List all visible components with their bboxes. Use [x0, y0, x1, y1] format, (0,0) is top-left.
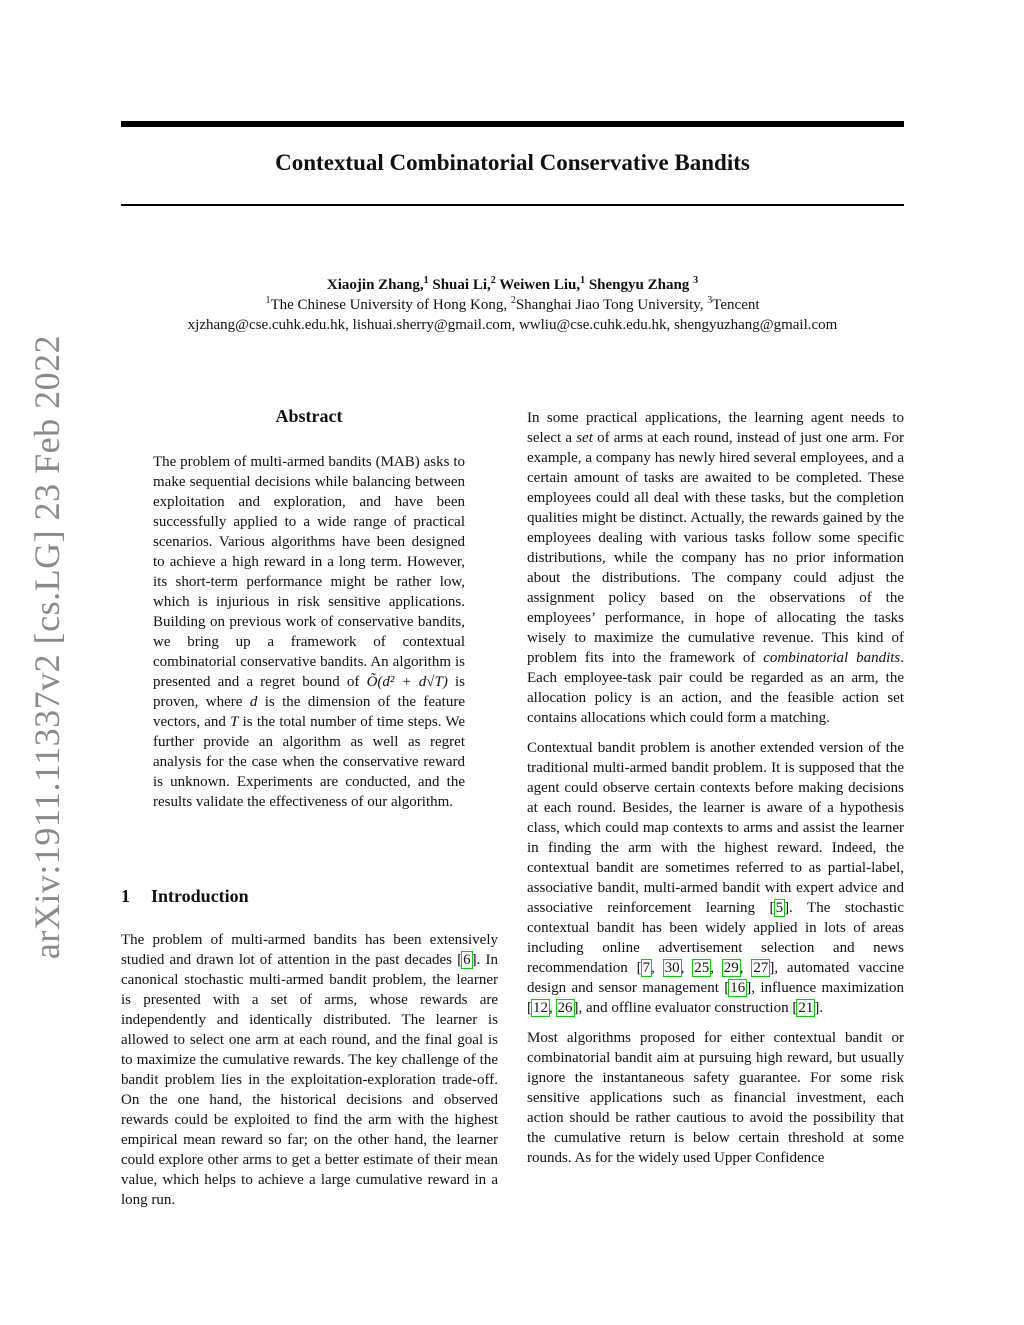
section-heading-introduction: 1 Introduction	[121, 886, 249, 906]
title-bottom-rule	[121, 204, 904, 206]
affiliations: $^1$The Chinese University of Hong Kong, $^2$Shanghai Jiao Tong University, $^3$Tencent	[265, 295, 760, 313]
citation-link[interactable]: 7	[642, 960, 651, 976]
affiliation-1: The Chinese University of Hong Kong,	[270, 297, 508, 313]
author-block	[121, 275, 904, 335]
paragraph-contextual: Contextual bandit problem is another extended version of the traditional multi-armed bandit problem. It is supposed that the agent could observe certain contexts before making decisions at each round. Besides, the learner is aware of a hypothesis class, which could map contexts to arms and assist the learner in finding the arm with the highest reward. Indeed, the contextual bandit are sometimes referred to as partial-label, associative bandit, multi-armed bandit with expert advice and associative reinforcement learning [5]. The stochastic contextual bandit has been widely applied in lots of areas including online advertisement selection and news recommendation [7, 30, 25, 29, 27], automated vaccine design and sensor management [16], influence maximization [12, 26], and offline evaluator construction [21].	[527, 740, 905, 1016]
arxiv-stamp	[16, 334, 78, 960]
citation-link[interactable]: 27	[753, 960, 769, 976]
citation-link[interactable]: 6	[463, 952, 471, 968]
citation-link[interactable]: 21	[798, 1000, 814, 1016]
paragraph-safety: Most algorithms proposed for either contextual bandit or combinatorial bandit aim at pursuing high reward, but usually ignore the instantaneous safety guarantee. For some risk sensitive applications such as financial investment, each action should be rather cautious to avoid the possibility that the cumulative return is below certain threshold at some rounds. As for the widely used Upper Confidence	[527, 1030, 904, 1166]
affiliation-3: Tencent	[712, 297, 760, 313]
abstract-heading: Abstract	[275, 406, 343, 426]
citation-link[interactable]: 5	[775, 900, 784, 916]
abstract-text: The problem of multi-armed bandits (MAB) asks to make sequential decisions while balancing between exploitation and exploration, and have been successfully applied to a wide range of practical scenarios. Various algorithms have been designed to achieve a high reward in a long term. However, its short-term performance might be rather low, which is injurious in risk sensitive applications. Building on previous work of conservative bandits, we bring up a framework of contextual combinatorial conservative bandits. An algorithm is presented and a regret bound of Õ(d² + d√T) is proven, where d is the dimension of the feature vectors, and T is the total number of time steps. We further provide an algorithm as well as regret analysis for the case when the conservative reward is unknown. Experiments are conducted, and the results validate the effectiveness of our algorithm.	[153, 454, 466, 810]
citation-link[interactable]: 29	[723, 960, 739, 976]
author-emails: xjzhang@cse.cuhk.edu.hk, lishuai.sherry@gmail.com, wwliu@cse.cuhk.edu.hk, shengyuzhang@gmail.com	[187, 317, 838, 333]
author-1: Xiaojin Zhang,	[326, 277, 424, 293]
paper-title: Contextual Combinatorial Conservative Bandits	[275, 150, 750, 175]
affiliation-2: Shanghai Jiao Tong University,	[515, 297, 704, 313]
paragraph-combinatorial: In some practical applications, the learning agent needs to select a set of arms at each round, instead of just one arm. For example, a company has newly hired several employees, and a certain amount of tasks are awaited to be completed. These employees could all deal with these tasks, but the completion qualities might be distinct. Actually, the rewards gained by the employees dealing with various tasks follow some specific distributions, while the company has no prior information about the distributions. The company could adjust the assignment policy based on the observations of the employees’ performance, in hope of allocating the tasks wisely to maximize the cumulative revenue. This kind of problem fits into the framework of combinatorial bandits. Each employee-task pair could be regarded as an arm, the allocation policy is an action, and the feasible action set contains allocations which could form a matching.	[527, 410, 904, 726]
author-4: Shengyu Zhang	[588, 277, 690, 293]
citation-link[interactable]: 12	[533, 1000, 548, 1016]
citation-link[interactable]: 25	[694, 960, 710, 976]
citation-link[interactable]: 16	[730, 980, 746, 996]
citation-link[interactable]: 30	[664, 960, 680, 976]
author-3: Weiwen Liu,	[499, 277, 581, 293]
arxiv-id: arXiv:1911.11337v2 [cs.LG] 23 Feb 2022	[27, 334, 67, 960]
title-top-rule	[121, 121, 904, 127]
introduction-paragraph-1: The problem of multi-armed bandits has been extensively studied and drawn lot of attention in the past decades [6]. In canonical stochastic multi-armed bandit problem, the learner is presented with a set of arms, whose rewards are independently and identically distributed. The learner is allowed to select one arm at each round, and the final goal is to maximize the cumulative rewards. The key challenge of the bandit problem lies in the exploitation-exploration trade-off. On the one hand, the historical decisions and observed rewards could be exploited to find the arm with the highest empirical mean reward so far; on the other hand, the learner could explore other arms to get a better estimate of their mean value, which helps to achieve a large cumulative reward in a long run.	[121, 932, 498, 1208]
author-names: Xiaojin Zhang,$^1$ Shuai Li,$^2$ Weiwen Liu,$^1$ Shengyu Zhang $^3$	[326, 275, 699, 293]
right-column	[527, 408, 904, 1178]
regret-bound-formula: Õ(d² + d√T)	[366, 674, 448, 690]
author-2: Shuai Li,	[432, 277, 491, 293]
citation-link[interactable]: 26	[557, 1000, 573, 1016]
